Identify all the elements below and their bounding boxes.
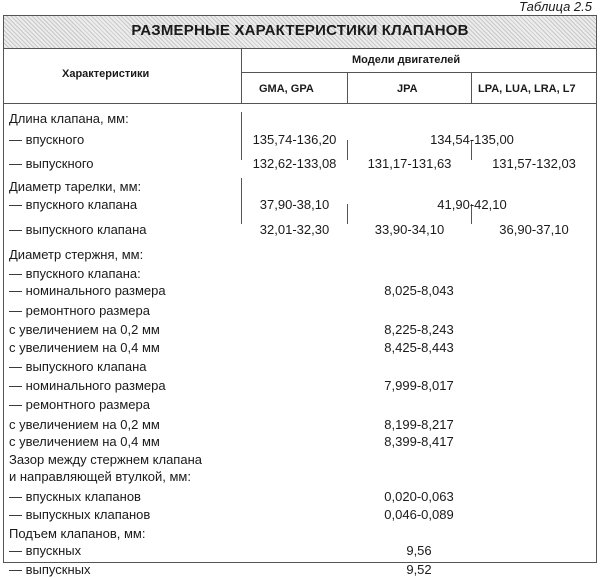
row-label: — номинального размера (9, 378, 166, 393)
row-label: — выпускного клапана (9, 222, 147, 237)
row-value: 8,025-8,043 (384, 283, 454, 298)
row-label: — впускного (9, 132, 85, 147)
col-divider-1 (241, 48, 242, 104)
row-label: — впускного клапана (9, 197, 138, 212)
row-label: с увеличением на 0,4 мм (9, 434, 160, 449)
header-bottom-line (4, 103, 596, 104)
row-label: Зазор между стержнем клапана (9, 452, 202, 467)
header-col-lpa: LPA, LUA, LRA, L7 (478, 83, 576, 95)
row-value: 8,225-8,243 (384, 322, 454, 337)
header-col-gma: GMA, GPA (259, 83, 314, 95)
row-value: 8,399-8,417 (384, 434, 454, 449)
spec-table (3, 15, 597, 577)
col-divider-3 (471, 72, 472, 104)
row-value: 7,999-8,017 (384, 378, 454, 393)
table-title: РАЗМЕРНЫЕ ХАРАКТЕРИСТИКИ КЛАПАНОВ (131, 22, 469, 39)
table-caption: Таблица 2.5 (519, 0, 592, 14)
col-divider-2 (347, 72, 348, 104)
row-label: — номинального размера (9, 283, 166, 298)
header-characteristics: Характеристики (62, 68, 150, 80)
row-label: — ремонтного размера (9, 303, 150, 318)
row-label: — выпускных клапанов (9, 507, 151, 522)
row-label: — впускного клапана: (9, 266, 141, 281)
row-value: 36,90-37,10 (499, 222, 569, 237)
row-value: 131,17-131,63 (367, 156, 452, 171)
row-value: 9,56 (406, 543, 432, 558)
row-value: 0,020-0,063 (384, 489, 454, 504)
row-value: 132,62-133,08 (252, 156, 337, 171)
row-value: 37,90-38,10 (259, 197, 330, 212)
row-value: 8,425-8,443 (384, 340, 454, 355)
row-label: — впускных (9, 543, 82, 558)
row-value: 32,01-32,30 (259, 222, 330, 237)
row-value: 131,57-132,03 (492, 156, 576, 171)
row-label: — выпускного (9, 156, 94, 171)
row-value: 135,74-136,20 (252, 132, 337, 147)
row-value: 134,54-135,00 (430, 132, 514, 147)
row-label: — ремонтного размера (9, 397, 150, 412)
row-label: с увеличением на 0,2 мм (9, 417, 160, 432)
row-value: 8,199-8,217 (384, 417, 454, 432)
row-value: 33,90-34,10 (374, 222, 445, 237)
row-label: Диаметр тарелки, мм: (9, 179, 142, 194)
row-label: — выпускных (9, 562, 91, 577)
row-label: Диаметр стержня, мм: (9, 247, 144, 262)
row-label: Подъем клапанов, мм: (9, 526, 146, 541)
header-mid-line (241, 72, 596, 73)
row-label: Длина клапана, мм: (9, 111, 129, 126)
row-value: 0,046-0,089 (384, 507, 454, 522)
header-col-jpa: JPA (397, 83, 418, 95)
row-value: 41,90-42,10 (437, 197, 507, 212)
row-value: 9,52 (406, 562, 432, 577)
row-label: с увеличением на 0,2 мм (9, 322, 160, 337)
row-label: с увеличением на 0,4 мм (9, 340, 160, 355)
header-engine-models: Модели двигателей (352, 54, 461, 66)
row-label: — выпускного клапана (9, 359, 147, 374)
row-label: и направляющей втулкой, мм: (9, 469, 191, 484)
title-band (4, 16, 596, 49)
row-label: — впускных клапанов (9, 489, 141, 504)
